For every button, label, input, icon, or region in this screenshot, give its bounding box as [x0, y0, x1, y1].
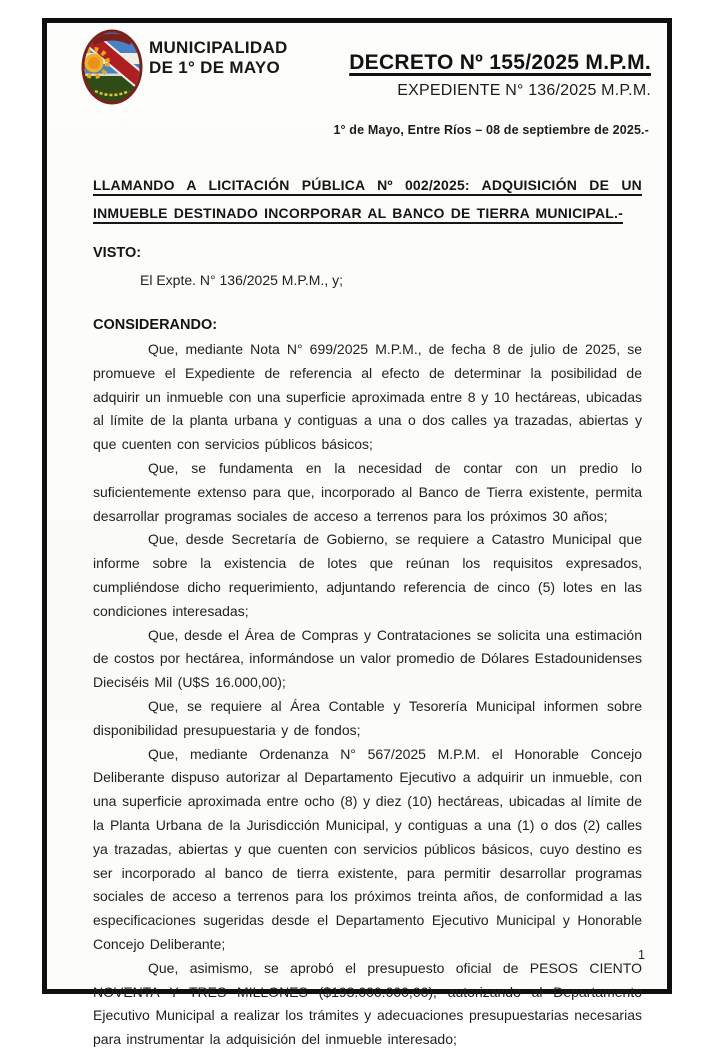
expediente-number: EXPEDIENTE N° 136/2025 M.P.M.	[397, 82, 651, 99]
considerando-paragraph: Que, asimismo, se aprobó el presupuesto oficial de PESOS CIENTO NOVENTA Y TRES MILLONES ($193.000.000,00), autorizando al Departamento Ejecutivo Municipal a realizar los trámites y adecuaciones presupuestarias necesarias para instrumentar la adquisición del inmueble interesado;	[93, 959, 642, 1048]
decree-header	[349, 51, 651, 100]
document-body	[93, 171, 642, 1052]
dateline: 1° de Mayo, Entre Ríos – 08 de septiembre de 2025.-	[333, 123, 649, 137]
visto-body: El Expte. N° 136/2025 M.P.M., y;	[140, 272, 343, 288]
considerando-paragraph: Que, desde el Área de Compras y Contrataciones se solicita una estimación de costos por hectárea, informándose un valor promedio de Dólares Estadounidenses Dieciséis Mil (U$S 16.000,00);	[93, 626, 642, 691]
page-number: 1	[638, 948, 645, 962]
municipality-crest-icon	[81, 29, 143, 105]
considerando-paragraph: Que, mediante Ordenanza N° 567/2025 M.P.M. el Honorable Concejo Deliberante dispuso autorizar al Departamento Ejecutivo a adquirir un inmueble, con una superficie aproximada entre ocho (8) y diez (10) hectáreas, ubicadas al límite de la Planta Urbana de la Jurisdicción Municipal, y contiguas a una (1) o dos (2) calles ya trazadas, abiertas y que cuenten con servicios públicos básicos, cuyo destino es ser incorporado al banco de tierra existente, para permitir desarrollar programas sociales de acceso a terrenos para los próximos treinta años, de conformidad a las especificaciones sugeridas desde el Departamento Ejecutivo Municipal y Honorable Concejo Deliberante;	[93, 745, 642, 952]
considerando-paragraph: Que, desde Secretaría de Gobierno, se requiere a Catastro Municipal que informe sobre la existencia de lotes que reúnan los requisitos expresados, cumpliéndose dicho requerimiento, adjuntando referencia de cinco (5) lotes en las condiciones interesadas;	[93, 531, 642, 619]
subject-heading: LLAMANDO A LICITACIÓN PÚBLICA Nº 002/2025: ADQUISICIÓN DE UN INMUEBLE DESTINADO INCORPORAR AL BANCO DE TIERRA MUNICIPAL.-	[93, 177, 642, 221]
considerando-paragraph: Que, mediante Nota N° 699/2025 M.P.M., de fecha 8 de julio de 2025, se promueve el Expediente de referencia al efecto de determinar la posibilidad de adquirir un inmueble con una superficie aproximada entre 8 y 10 hectáreas, ubicadas al límite de la planta urbana y contiguas a una o dos calles ya trazadas, abiertas y que cuenten con servicios públicos básicos;	[93, 341, 642, 453]
organization-name-line1: MUNICIPALIDAD	[149, 38, 288, 57]
document-page	[42, 18, 672, 1048]
organization-name	[149, 38, 288, 78]
decree-title: DECRETO Nº 155/2025 M.P.M.	[349, 51, 651, 74]
considerando-paragraphs	[93, 338, 642, 1052]
considerando-paragraph: Que, se requiere al Área Contable y Tesorería Municipal informen sobre disponibilidad presupuestaria y de fondos;	[93, 697, 642, 738]
considerando-paragraph: Que, se fundamenta en la necesidad de contar con un predio lo suficientemente extenso para que, incorporado al Banco de Tierra existente, permita desarrollar programas sociales de acceso a terrenos para los próximos 30 años;	[93, 459, 642, 524]
visto-label: VISTO:	[93, 245, 142, 261]
organization-name-line2: DE 1° DE MAYO	[149, 58, 280, 77]
considerando-label: CONSIDERANDO:	[93, 317, 218, 333]
